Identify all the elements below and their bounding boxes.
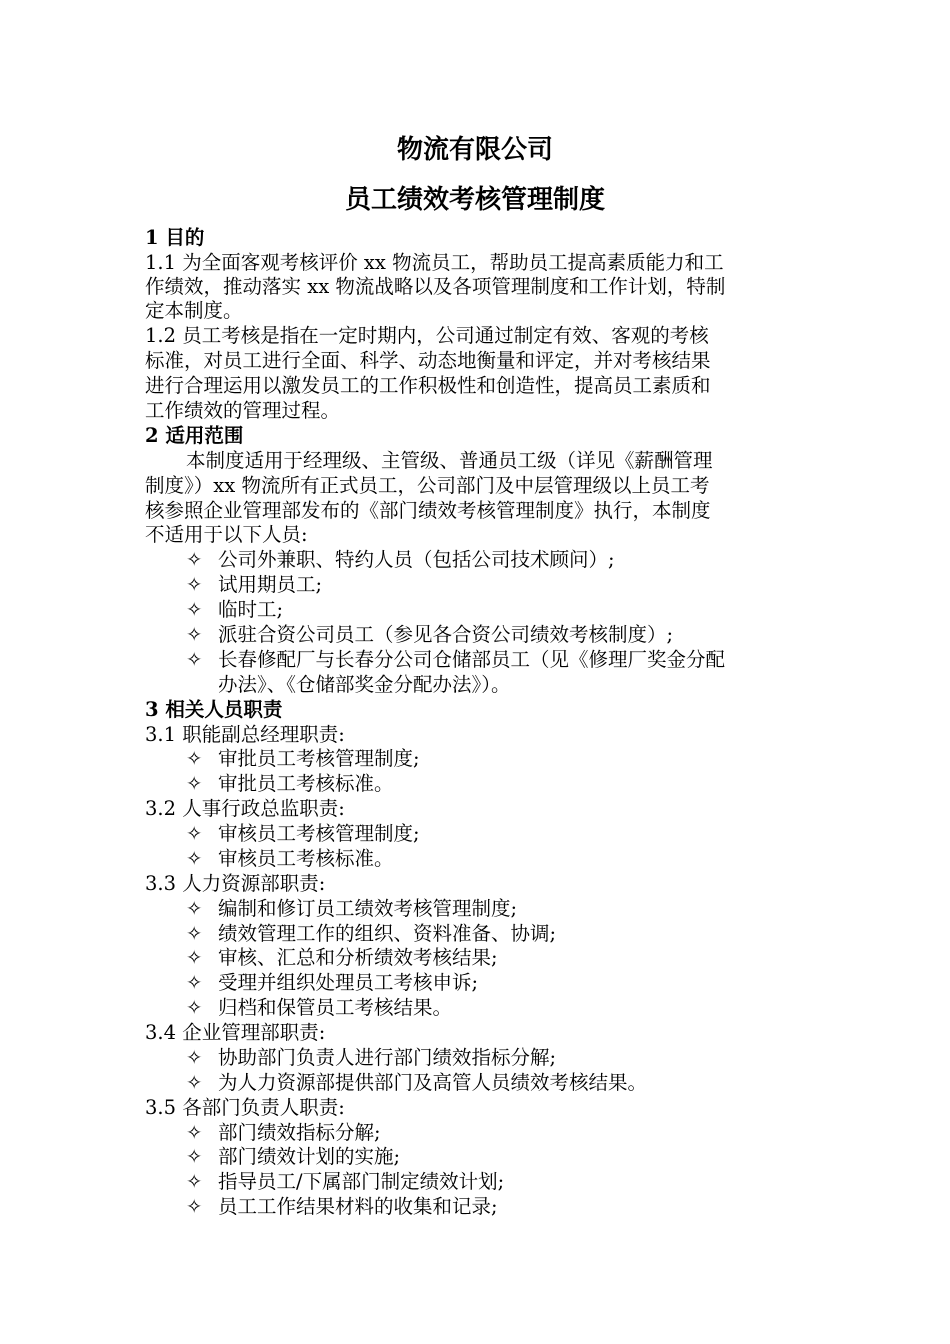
section-2-heading: 2 适用范围 — [145, 424, 244, 447]
para-1-1-line: 作绩效，推动落实 xx 物流战略以及各项管理制度和工作计划，特制 — [145, 275, 726, 298]
diamond-bullet-icon: ✧ — [186, 648, 203, 671]
list-item: ✧ 试用期员工; — [186, 573, 323, 596]
document-title: 物流有限公司 — [396, 135, 553, 165]
list-item: ✧ 员工工作结果材料的收集和记录; — [186, 1195, 498, 1218]
diamond-bullet-icon: ✧ — [186, 847, 203, 870]
diamond-bullet-icon: ✧ — [186, 996, 203, 1019]
diamond-bullet-icon: ✧ — [186, 1145, 203, 1168]
list-item: ✧ 归档和保管员工考核结果。 — [186, 996, 453, 1019]
section-1-heading: 1 目的 — [145, 226, 205, 249]
diamond-bullet-icon: ✧ — [186, 598, 203, 621]
list-item: ✧ 协助部门负责人进行部门绩效指标分解; — [186, 1046, 557, 1069]
list-item: ✧ 受理并组织处理员工考核申诉; — [186, 971, 479, 994]
para-1-1-line: 1.1 为全面客观考核评价 xx 物流员工，帮助员工提高素质能力和工 — [145, 251, 724, 274]
diamond-bullet-icon: ✧ — [186, 922, 203, 945]
subsection-label: 3.2 人事行政总监职责: — [145, 797, 345, 820]
para-2-line: 核参照企业管理部发布的《部门绩效考核管理制度》执行，本制度 — [145, 499, 711, 522]
list-item: ✧ 审核员工考核标准。 — [186, 847, 394, 870]
diamond-bullet-icon: ✧ — [186, 1046, 203, 1069]
list-item: ✧ 公司外兼职、特约人员（包括公司技术顾问）; — [186, 548, 615, 571]
diamond-bullet-icon: ✧ — [186, 548, 203, 571]
list-item: ✧ 为人力资源部提供部门及高管人员绩效考核结果。 — [186, 1071, 648, 1094]
section-3-heading: 3 相关人员职责 — [145, 698, 283, 721]
diamond-bullet-icon: ✧ — [186, 623, 203, 646]
para-2-line: 不适用于以下人员: — [145, 523, 308, 546]
diamond-bullet-icon: ✧ — [186, 772, 203, 795]
para-1-2-line: 工作绩效的管理过程。 — [145, 399, 341, 422]
diamond-bullet-icon: ✧ — [186, 1121, 203, 1144]
diamond-bullet-icon: ✧ — [186, 747, 203, 770]
subsection-label: 3.3 人力资源部职责: — [145, 872, 326, 895]
list-item: ✧ 审批员工考核标准。 — [186, 772, 394, 795]
para-2-line: 本制度适用于经理级、主管级、普通员工级（详见《薪酬管理 — [186, 449, 713, 472]
subsection-label: 3.4 企业管理部职责: — [145, 1021, 326, 1044]
list-item: ✧ 部门绩效指标分解; — [186, 1121, 381, 1144]
diamond-bullet-icon: ✧ — [186, 946, 203, 969]
subsection-label: 3.1 职能副总经理职责: — [145, 723, 345, 746]
diamond-bullet-icon: ✧ — [186, 573, 203, 596]
list-item: ✧ 绩效管理工作的组织、资料准备、协调; — [186, 922, 557, 945]
para-1-2-line: 进行合理运用以激发员工的工作积极性和创造性，提高员工素质和 — [145, 374, 711, 397]
document-subtitle: 员工绩效考核管理制度 — [344, 185, 605, 215]
list-item: ✧ 审批员工考核管理制度; — [186, 747, 420, 770]
para-1-1-line: 定本制度。 — [145, 299, 243, 322]
diamond-bullet-icon: ✧ — [186, 1071, 203, 1094]
diamond-bullet-icon: ✧ — [186, 822, 203, 845]
list-item-continuation: 办法》、《仓储部奖金分配办法》）。 — [218, 673, 511, 696]
list-item: ✧ 长春修配厂与长春分公司仓储部员工（见《修理厂奖金分配 — [186, 648, 726, 671]
subsection-label: 3.5 各部门负责人职责: — [145, 1096, 345, 1119]
list-item: ✧ 部门绩效计划的实施; — [186, 1145, 401, 1168]
para-2-line: 制度》）xx 物流所有正式员工，公司部门及中层管理级以上员工考 — [145, 474, 710, 497]
diamond-bullet-icon: ✧ — [186, 897, 203, 920]
diamond-bullet-icon: ✧ — [186, 971, 203, 994]
para-1-2-line: 1.2 员工考核是指在一定时期内，公司通过制定有效、客观的考核 — [145, 324, 709, 347]
list-item: ✧ 临时工; — [186, 598, 284, 621]
para-1-2-line: 标准，对员工进行全面、科学、动态地衡量和评定，并对考核结果 — [145, 349, 711, 372]
diamond-bullet-icon: ✧ — [186, 1170, 203, 1193]
list-item: ✧ 审核、汇总和分析绩效考核结果; — [186, 946, 498, 969]
diamond-bullet-icon: ✧ — [186, 1195, 203, 1218]
list-item: ✧ 审核员工考核管理制度; — [186, 822, 420, 845]
list-item: ✧ 指导员工/下属部门制定绩效计划; — [186, 1170, 505, 1193]
list-item: ✧ 编制和修订员工绩效考核管理制度; — [186, 897, 518, 920]
list-item: ✧ 派驻合资公司员工（参见各合资公司绩效考核制度）; — [186, 623, 674, 646]
